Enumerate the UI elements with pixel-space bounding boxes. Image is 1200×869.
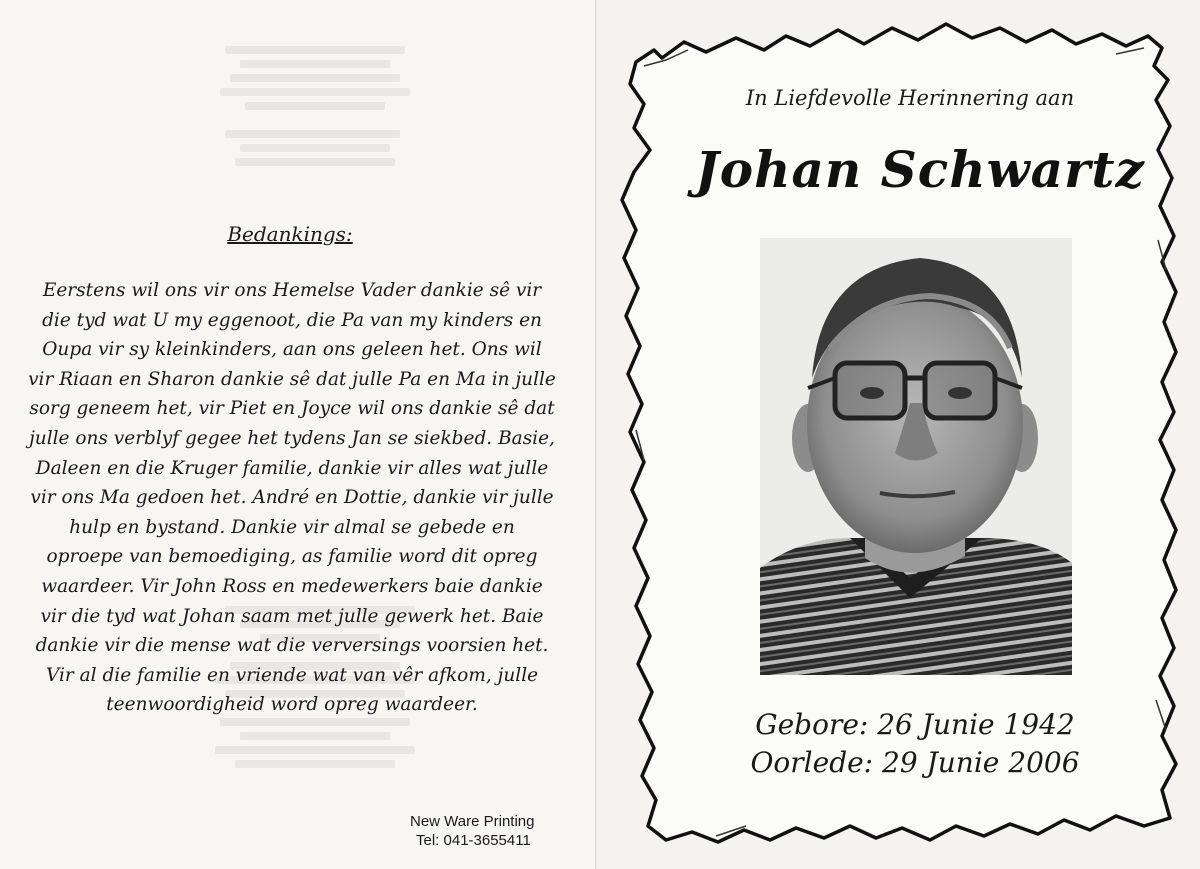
deceased-name: Johan Schwartz (695, 140, 1145, 199)
death-date: Oorlede: 29 Junie 2006 (750, 746, 1080, 779)
printer-tel: Tel: 041-3655411 (416, 832, 531, 849)
printer-name: New Ware Printing (410, 813, 535, 830)
memorial-intro: In Liefdevolle Herinnering aan (745, 86, 1075, 110)
thanks-heading: Bedankings: (227, 222, 353, 246)
life-dates (720, 706, 1110, 782)
thanks-body: Eerstens wil ons vir ons Hemelse Vader dankie sê vir die tyd wat U my eggenoot, die Pa van my kinders en Oupa vir sy kleinkinders, aan ons geleen het. Ons wil vir Riaan en Sharon dankie sê dat julle Pa en Ma in julle sorg geneem het, vir Piet en Joyce wil ons dankie sê dat julle ons verblyf gegee het tydens Jan se siekbed. Basie, Daleen en die Kruger familie, dankie vir alles wat julle vir ons Ma gedoen het. André en Dottie, dankie vir julle hulp en bystand. Dankie vir almal se gebede en oproepe van bemoediging, as familie word dit opreg waardeer. Vir John Ross en medewerkers baie dankie vir die tyd wat Johan saam met julle gewerk het. Baie dankie vir die mense wat die verversings voorsien het. Vir al die familie en vriende wat van vêr afkom, julle teenwoordigheid word opreg waardeer. (28, 280, 556, 716)
printer-credit (410, 812, 580, 850)
bleed-through-left-top (205, 40, 415, 172)
portrait-photo (760, 238, 1072, 675)
birth-date: Gebore: 26 Junie 1942 (755, 708, 1075, 741)
